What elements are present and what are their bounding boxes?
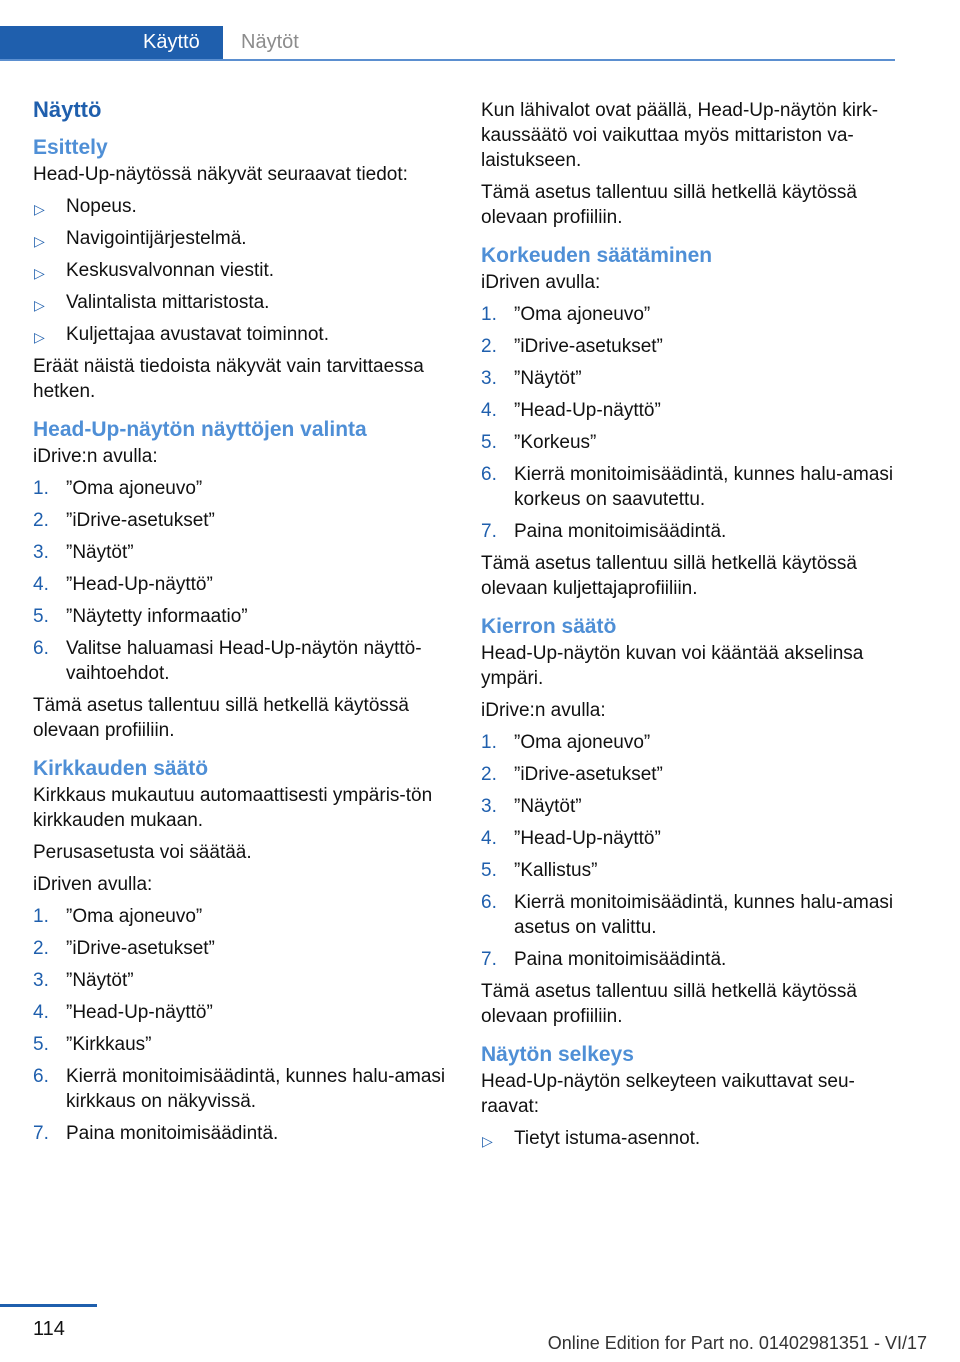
list-item: 7. Paina monitoimisäädintä. bbox=[33, 1123, 279, 1144]
list-item: 2. ”iDrive-asetukset” bbox=[481, 764, 663, 785]
list-item: ▷ Tietyt istuma-asennot. bbox=[481, 1126, 901, 1151]
list-item: ▷ Keskusvalvonnan viestit. bbox=[33, 258, 453, 283]
valinta-steps bbox=[33, 476, 453, 686]
chapter-tabbar bbox=[0, 26, 895, 62]
list-item: 5. ”Kallistus” bbox=[481, 860, 598, 881]
tab-underline bbox=[0, 59, 895, 61]
esittely-list bbox=[33, 194, 453, 347]
list-item: 3. ”Näytöt” bbox=[481, 796, 582, 817]
list-item: 2. ”iDrive-asetukset” bbox=[33, 510, 215, 531]
kierto-intro: iDrive:n avulla: bbox=[481, 700, 606, 721]
list-item: ▷ Navigointijärjestelmä. bbox=[33, 226, 453, 251]
list-item: 4. ”Head-Up-näyttö” bbox=[33, 574, 213, 595]
list-item: ▷ Nopeus. bbox=[33, 194, 453, 219]
esittely-intro: Head-Up-näytössä näkyvät seuraavat tiedot: bbox=[33, 164, 408, 185]
list-item: 3. ”Näytöt” bbox=[481, 368, 582, 389]
list-item: 1. ”Oma ajoneuvo” bbox=[481, 732, 651, 753]
esittely-note: Eräät näistä tiedoista näkyvät vain tarvittaessa hetken. bbox=[33, 356, 424, 402]
kirkkaus-p1: Kirkkaus mukautuu automaattisesti ympäris-tön kirkkauden mukaan. bbox=[33, 785, 433, 831]
list-item: 6. Kierrä monitoimisäädintä, kunnes halu-amasi korkeus on saavutettu. bbox=[481, 464, 894, 510]
page-title: Näyttö bbox=[33, 97, 102, 122]
list-item: 1. ”Oma ajoneuvo” bbox=[33, 478, 203, 499]
list-item: 1. ”Oma ajoneuvo” bbox=[481, 304, 651, 325]
kirkkaus-p2: Perusasetusta voi säätää. bbox=[33, 842, 252, 863]
list-item: 2. ”iDrive-asetukset” bbox=[33, 938, 215, 959]
profile-note: Tämä asetus tallentuu sillä hetkellä käytössä olevaan profiiliin. bbox=[481, 182, 857, 228]
kirkkaus-steps bbox=[33, 904, 453, 1146]
list-item: ▷ Kuljettajaa avustavat toiminnot. bbox=[33, 322, 453, 347]
korkeus-intro: iDriven avulla: bbox=[481, 272, 601, 293]
list-item: ▷ Valintalista mittaristosta. bbox=[33, 290, 453, 315]
triangle-bullet-icon: ▷ bbox=[34, 297, 45, 313]
tab-kaytto[interactable] bbox=[0, 26, 223, 60]
kirkkaus-intro: iDriven avulla: bbox=[33, 874, 153, 895]
list-item: 6. Kierrä monitoimisäädintä, kunnes halu-amasi kirkkaus on näkyvissä. bbox=[33, 1066, 446, 1112]
selkeys-p1: Head-Up-näytön selkeyteen vaikuttavat seu-raavat: bbox=[481, 1071, 855, 1117]
triangle-bullet-icon: ▷ bbox=[482, 1133, 493, 1149]
list-item: 5. ”Kirkkaus” bbox=[33, 1034, 152, 1055]
footer-rule bbox=[0, 1304, 97, 1307]
edition-label: Online Edition for Part no. 01402981351 - VI/17 bbox=[547, 1333, 927, 1353]
list-item: 4. ”Head-Up-näyttö” bbox=[481, 400, 661, 421]
list-item: 1. ”Oma ajoneuvo” bbox=[33, 906, 203, 927]
valinta-intro: iDrive:n avulla: bbox=[33, 446, 158, 467]
list-item: 6. Valitse haluamasi Head-Up-näytön näyttö-vaihtoehdot. bbox=[33, 638, 422, 684]
list-item: 6. Kierrä monitoimisäädintä, kunnes halu-amasi asetus on valittu. bbox=[481, 892, 894, 938]
selkeys-list bbox=[481, 1126, 901, 1151]
heading-esittely: Esittely bbox=[33, 136, 108, 159]
triangle-bullet-icon: ▷ bbox=[34, 329, 45, 345]
lahivalot-note: Kun lähivalot ovat päällä, Head-Up-näytön kirk-kaussäätö voi vaikuttaa myös mittariston va-laistukseen. bbox=[481, 100, 879, 171]
list-item: 4. ”Head-Up-näyttö” bbox=[33, 1002, 213, 1023]
list-item: 5. ”Korkeus” bbox=[481, 432, 597, 453]
tab-kaytto-label: Käyttö bbox=[143, 31, 200, 53]
list-item: 7. Paina monitoimisäädintä. bbox=[481, 949, 727, 970]
heading-kierron-saato: Kierron säätö bbox=[481, 615, 617, 638]
left-column bbox=[33, 96, 453, 1153]
triangle-bullet-icon: ▷ bbox=[34, 233, 45, 249]
page-number: 114 bbox=[33, 1318, 65, 1340]
heading-nayton-selkeys: Näytön selkeys bbox=[481, 1043, 634, 1066]
list-item: 3. ”Näytöt” bbox=[33, 970, 134, 991]
kierto-steps bbox=[481, 730, 901, 972]
list-item: 4. ”Head-Up-näyttö” bbox=[481, 828, 661, 849]
kierto-note: Tämä asetus tallentuu sillä hetkellä käytössä olevaan profiiliin. bbox=[481, 981, 857, 1027]
korkeus-note: Tämä asetus tallentuu sillä hetkellä käytössä olevaan kuljettajaprofiiliin. bbox=[481, 553, 857, 599]
list-item: 5. ”Näytetty informaatio” bbox=[33, 606, 248, 627]
triangle-bullet-icon: ▷ bbox=[34, 265, 45, 281]
kierto-p1: Head-Up-näytön kuvan voi kääntää akselinsa ympäri. bbox=[481, 643, 864, 689]
heading-nayttojen-valinta: Head-Up-näytön näyttöjen valinta bbox=[33, 418, 367, 441]
korkeus-steps bbox=[481, 302, 901, 544]
tab-naytot[interactable]: Näytöt bbox=[241, 31, 299, 53]
triangle-bullet-icon: ▷ bbox=[34, 201, 45, 217]
heading-kirkkauden-saato: Kirkkauden säätö bbox=[33, 757, 209, 780]
heading-korkeuden-saataminen: Korkeuden säätäminen bbox=[481, 244, 713, 267]
list-item: 2. ”iDrive-asetukset” bbox=[481, 336, 663, 357]
valinta-note: Tämä asetus tallentuu sillä hetkellä käytössä olevaan profiiliin. bbox=[33, 695, 409, 741]
list-item: 7. Paina monitoimisäädintä. bbox=[481, 521, 727, 542]
list-item: 3. ”Näytöt” bbox=[33, 542, 134, 563]
right-column bbox=[481, 98, 901, 1158]
